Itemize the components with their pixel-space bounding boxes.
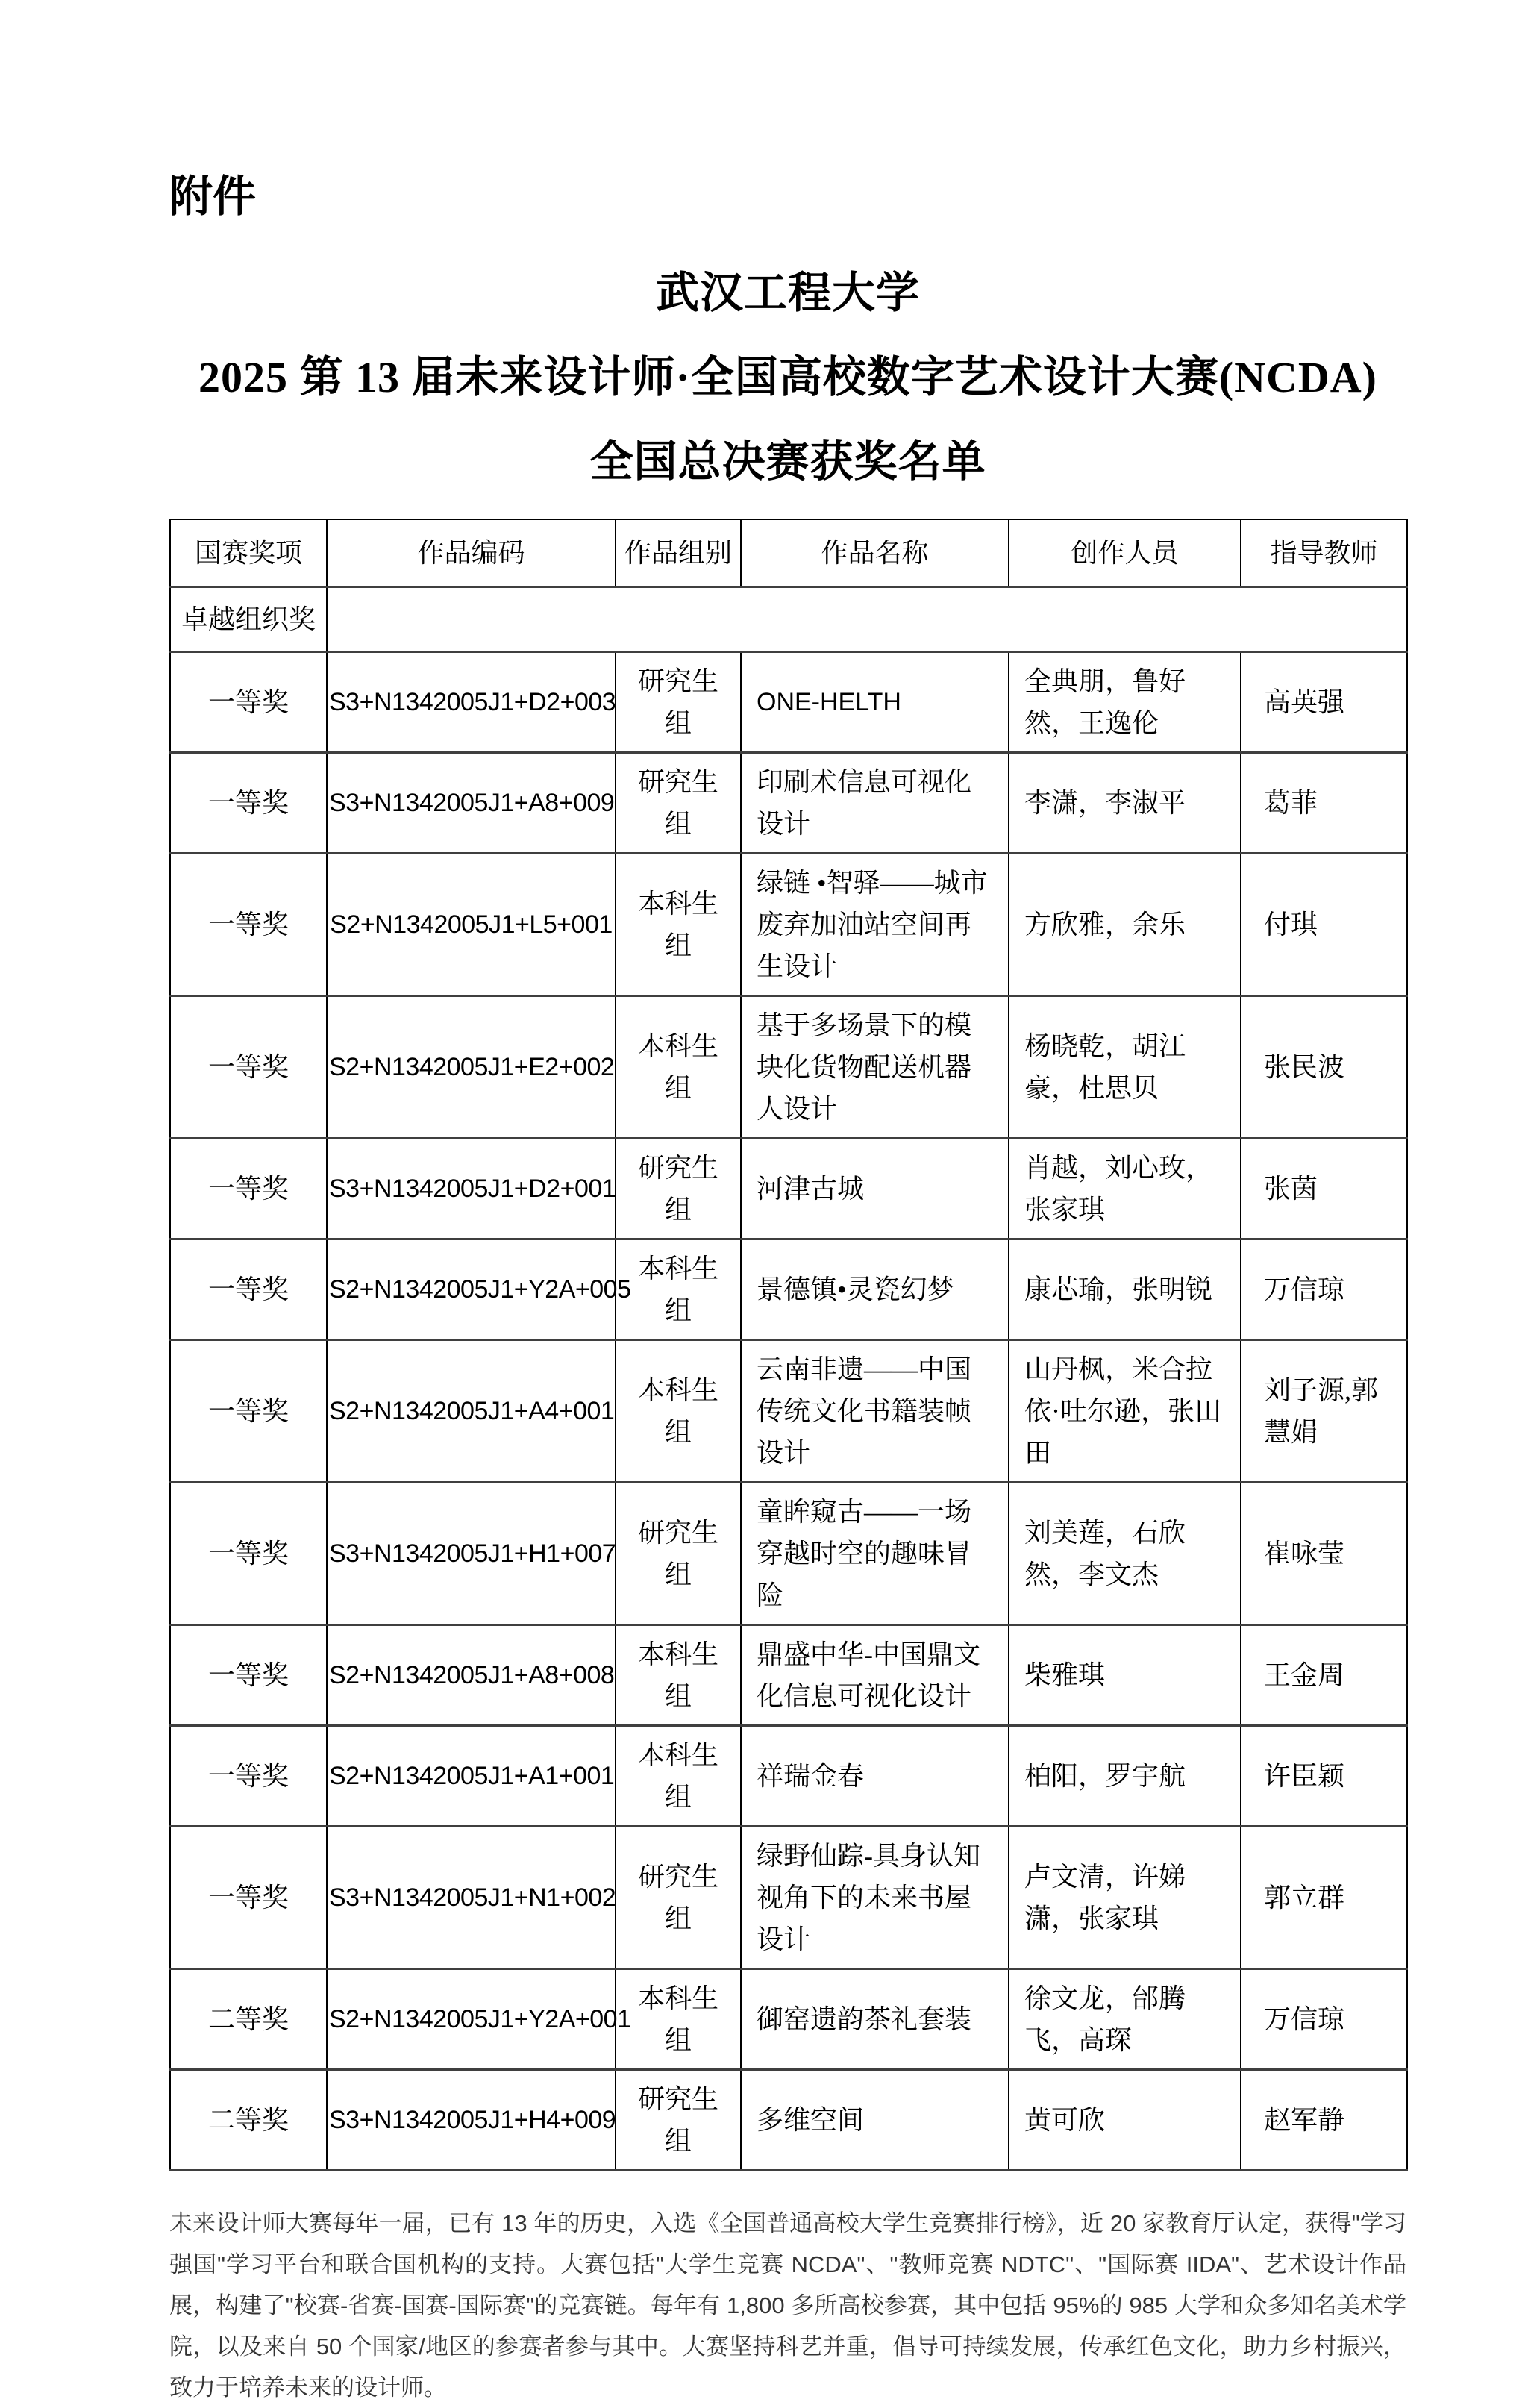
org-award-empty-cell bbox=[327, 587, 1407, 652]
code-cell: S3+N1342005J1+H4+009 bbox=[327, 2070, 616, 2171]
creators-cell: 李潇，李淑平 bbox=[1009, 753, 1241, 854]
work-cell: 云南非遗——中国传统文化书籍装帧设计 bbox=[741, 1340, 1009, 1483]
table-row bbox=[170, 753, 1407, 854]
group-cell: 研究生组 bbox=[616, 652, 741, 753]
header-cell-group: 作品组别 bbox=[616, 519, 741, 587]
award-cell: 一等奖 bbox=[170, 1827, 327, 1969]
teacher-cell: 王金周 bbox=[1241, 1625, 1407, 1726]
group-cell: 研究生组 bbox=[616, 2070, 741, 2171]
teacher-cell: 葛菲 bbox=[1241, 753, 1407, 854]
creators-cell: 肖越，刘心玫，张家琪 bbox=[1009, 1139, 1241, 1239]
table-row bbox=[170, 1239, 1407, 1340]
table-row bbox=[170, 854, 1407, 996]
creators-cell: 黄可欣 bbox=[1009, 2070, 1241, 2171]
page-title-competition: 2025 第 13 届未来设计师·全国高校数字艺术设计大赛(NCDA) bbox=[198, 353, 1378, 401]
code-cell: S3+N1342005J1+N1+002 bbox=[327, 1827, 616, 1969]
creators-cell: 方欣雅，余乐 bbox=[1009, 854, 1241, 996]
teacher-cell: 万信琼 bbox=[1241, 1969, 1407, 2070]
creators-cell: 徐文龙，邰腾飞，高琛 bbox=[1009, 1969, 1241, 2070]
table-row bbox=[170, 996, 1407, 1139]
code-cell: S2+N1342005J1+A8+008 bbox=[327, 1625, 616, 1726]
award-cell: 一等奖 bbox=[170, 1483, 327, 1625]
document-page bbox=[169, 0, 1406, 2408]
code-cell: S2+N1342005J1+L5+001 bbox=[327, 854, 616, 996]
code-cell: S2+N1342005J1+Y2A+005 bbox=[327, 1239, 616, 1340]
award-cell: 一等奖 bbox=[170, 1239, 327, 1340]
code-cell: S2+N1342005J1+A1+001 bbox=[327, 1726, 616, 1827]
creators-cell: 全典朋，鲁好然，王逸伦 bbox=[1009, 652, 1241, 753]
work-cell: 多维空间 bbox=[741, 2070, 1009, 2171]
award-cell: 二等奖 bbox=[170, 2070, 327, 2171]
group-cell: 本科生组 bbox=[616, 1340, 741, 1483]
work-cell: ONE-HELTH bbox=[741, 652, 1009, 753]
group-cell: 本科生组 bbox=[616, 1239, 741, 1340]
group-cell: 研究生组 bbox=[616, 753, 741, 854]
creators-cell: 杨晓乾，胡江豪，杜思贝 bbox=[1009, 996, 1241, 1139]
work-cell: 河津古城 bbox=[741, 1139, 1009, 1239]
org-award-row bbox=[170, 587, 1407, 652]
teacher-cell: 崔咏莹 bbox=[1241, 1483, 1407, 1625]
teacher-cell: 赵军静 bbox=[1241, 2070, 1407, 2171]
table-row bbox=[170, 1625, 1407, 1726]
work-cell: 景德镇•灵瓷幻梦 bbox=[741, 1239, 1009, 1340]
creators-cell: 刘美莲，石欣然，李文杰 bbox=[1009, 1483, 1241, 1625]
group-cell: 本科生组 bbox=[616, 1969, 741, 2070]
table-row bbox=[170, 1139, 1407, 1239]
group-cell: 研究生组 bbox=[616, 1483, 741, 1625]
code-cell: S3+N1342005J1+D2+003 bbox=[327, 652, 616, 753]
table-row bbox=[170, 1969, 1407, 2070]
page-title-university: 武汉工程大学 bbox=[655, 269, 920, 317]
awards-table bbox=[169, 519, 1408, 2171]
header-cell-work: 作品名称 bbox=[741, 519, 1009, 587]
work-cell: 绿链 •智驿——城市废弃加油站空间再生设计 bbox=[741, 854, 1009, 996]
group-cell: 研究生组 bbox=[616, 1827, 741, 1969]
table-row bbox=[170, 1827, 1407, 1969]
table-row bbox=[170, 2070, 1407, 2171]
award-cell: 一等奖 bbox=[170, 996, 327, 1139]
table-header-row bbox=[170, 519, 1407, 587]
page-title-list: 全国总决赛获奖名单 bbox=[589, 437, 986, 486]
work-cell: 印刷术信息可视化设计 bbox=[741, 753, 1009, 854]
group-cell: 本科生组 bbox=[616, 996, 741, 1139]
teacher-cell: 张茵 bbox=[1241, 1139, 1407, 1239]
code-cell: S2+N1342005J1+E2+002 bbox=[327, 996, 616, 1139]
teacher-cell: 万信琼 bbox=[1241, 1239, 1407, 1340]
award-cell: 一等奖 bbox=[170, 652, 327, 753]
code-cell: S3+N1342005J1+A8+009 bbox=[327, 753, 616, 854]
group-cell: 研究生组 bbox=[616, 1139, 741, 1239]
code-cell: S3+N1342005J1+H1+007 bbox=[327, 1483, 616, 1625]
teacher-cell: 高英强 bbox=[1241, 652, 1407, 753]
table-row bbox=[170, 1340, 1407, 1483]
org-award-cell: 卓越组织奖 bbox=[170, 587, 327, 652]
work-cell: 童眸窥古——一场穿越时空的趣味冒险 bbox=[741, 1483, 1009, 1625]
work-cell: 基于多场景下的模块化货物配送机器人设计 bbox=[741, 996, 1009, 1139]
header-cell-teacher: 指导教师 bbox=[1241, 519, 1407, 587]
award-cell: 一等奖 bbox=[170, 854, 327, 996]
award-cell: 一等奖 bbox=[170, 1726, 327, 1827]
header-cell-code: 作品编码 bbox=[327, 519, 616, 587]
work-cell: 御窑遗韵茶礼套装 bbox=[741, 1969, 1009, 2070]
creators-cell: 柏阳，罗宇航 bbox=[1009, 1726, 1241, 1827]
attachment-label: 附件 bbox=[169, 172, 257, 221]
code-cell: S2+N1342005J1+Y2A+001 bbox=[327, 1969, 616, 2070]
award-cell: 一等奖 bbox=[170, 1139, 327, 1239]
footer-paragraph: 未来设计师大赛每年一届，已有 13 年的历史，入选《全国普通高校大学生竞赛排行榜》，近 20 家教育厅认定，获得"学习强国"学习平台和联合国机构的支持。大赛包括"大学生竞赛 NCDA"、"教师竞赛 NDTC"、"国际赛 IIDA"、艺术设计作品展，构建了"校赛-省赛-国赛-国际赛"的竞赛链。每年有 1,800 多所高校参赛，其中包括 95%的 985 大学和众多知名美术学院，以及来自 50 个国家/地区的参赛者参与其中。大赛坚持科艺并重，倡导可持续发展，传承红色文化，助力乡村振兴，致力于培养未来的设计师。 bbox=[169, 2210, 1406, 2401]
group-cell: 本科生组 bbox=[616, 1726, 741, 1827]
code-cell: S3+N1342005J1+D2+001 bbox=[327, 1139, 616, 1239]
creators-cell: 山丹枫，米合拉依·吐尔逊，张田田 bbox=[1009, 1340, 1241, 1483]
creators-cell: 康芯瑜，张明锐 bbox=[1009, 1239, 1241, 1340]
award-cell: 一等奖 bbox=[170, 1625, 327, 1726]
group-cell: 本科生组 bbox=[616, 1625, 741, 1726]
teacher-cell: 张民波 bbox=[1241, 996, 1407, 1139]
work-cell: 鼎盛中华-中国鼎文化信息可视化设计 bbox=[741, 1625, 1009, 1726]
header-cell-award: 国赛奖项 bbox=[170, 519, 327, 587]
work-cell: 绿野仙踪-具身认知视角下的未来书屋设计 bbox=[741, 1827, 1009, 1969]
table-row bbox=[170, 1483, 1407, 1625]
creators-cell: 柴雅琪 bbox=[1009, 1625, 1241, 1726]
header-cell-creators: 创作人员 bbox=[1009, 519, 1241, 587]
teacher-cell: 郭立群 bbox=[1241, 1827, 1407, 1969]
group-cell: 本科生组 bbox=[616, 854, 741, 996]
table-row bbox=[170, 1726, 1407, 1827]
teacher-cell: 刘子源,郭慧娟 bbox=[1241, 1340, 1407, 1483]
award-cell: 一等奖 bbox=[170, 753, 327, 854]
teacher-cell: 许臣颖 bbox=[1241, 1726, 1407, 1827]
table-row bbox=[170, 652, 1407, 753]
teacher-cell: 付琪 bbox=[1241, 854, 1407, 996]
award-cell: 一等奖 bbox=[170, 1340, 327, 1483]
code-cell: S2+N1342005J1+A4+001 bbox=[327, 1340, 616, 1483]
creators-cell: 卢文清，许娣潇，张家琪 bbox=[1009, 1827, 1241, 1969]
award-cell: 二等奖 bbox=[170, 1969, 327, 2070]
work-cell: 祥瑞金春 bbox=[741, 1726, 1009, 1827]
